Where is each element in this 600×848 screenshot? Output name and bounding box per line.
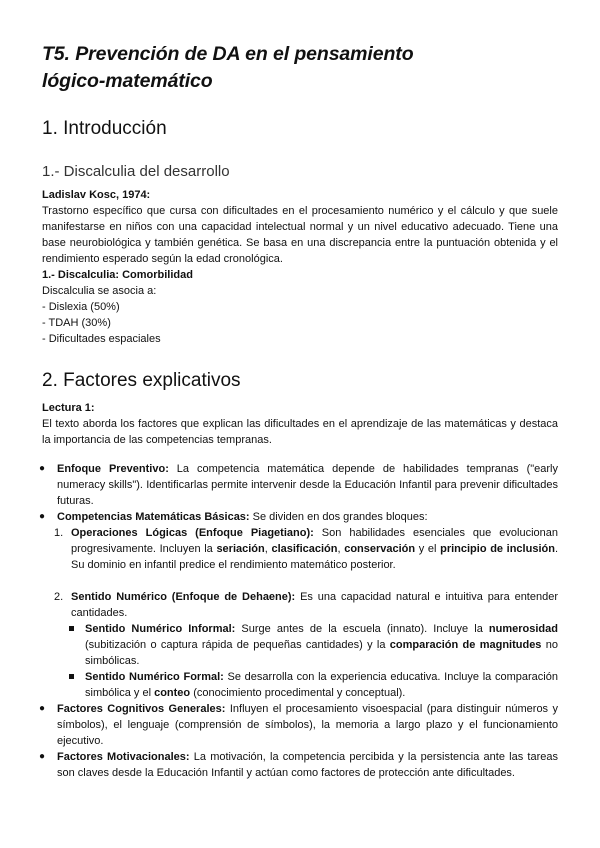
comorbidity-intro: Discalculia se asocia a: — [42, 285, 157, 297]
factor-motivational — [57, 749, 558, 781]
term-seriation: seriación — [216, 543, 265, 555]
separator: , — [337, 543, 345, 555]
term-magnitude-comparison: comparación de magnitudes — [389, 639, 542, 651]
section-1-subheading: 1.- Discalculia del desarrollo — [42, 163, 230, 180]
factor-preventive-text: La competencia matemática depende de habilidades tempranas ("early numeracy skills"). Identificarlas permite intervenir desde la Educación Infantil para prevenir dificultades futuras. — [57, 463, 558, 507]
factor-motivational-label: Factores Motivacionales: — [57, 751, 190, 763]
informal-number-sense-tail: no simbólicas. — [85, 639, 558, 667]
definition-paragraph: Trastorno específico que cursa con dificultades en el procesamiento numérico y el cálculo y que suele manifestarse en niños con una capacidad intelectual normal y un nivel educativo adecuado. Tiene una base neurobiológica y también genética. Se basa en una discrepancia entre la puntuación obtenida y el rendimiento esperado según la edad cronológica. — [42, 205, 558, 265]
formal-number-sense-item — [85, 669, 558, 701]
comorbidity-title: 1.- Discalculia: Comorbilidad — [42, 269, 193, 281]
number-sense-label: Sentido Numérico (Enfoque de Dehaene): — [71, 591, 296, 603]
separator: , — [264, 543, 272, 555]
list-number: 1. — [54, 527, 64, 539]
factor-preventive — [57, 461, 558, 509]
factor-cognitive-text: Influyen el procesamiento visoespacial (para distinguir números y símbolos), el lenguaje (comprensión de símbolos), la memoria a largo plazo y el funcionamiento ejecutivo. — [57, 703, 558, 747]
factor-cognitive-label: Factores Cognitivos Generales: — [57, 703, 226, 715]
bullet-dot-icon: ● — [39, 511, 46, 522]
comorbidity-item-adhd: - TDAH (30%) — [42, 317, 111, 329]
document-title — [42, 41, 558, 95]
factor-basic-competencies — [57, 509, 558, 525]
reading-label: Lectura 1: — [42, 402, 95, 414]
comorbidity-item-spatial: - Dificultades espaciales — [42, 333, 161, 345]
section-1-heading: 1. Introducción — [42, 118, 167, 139]
comorbidity-item-dyslexia: - Dislexia (50%) — [42, 301, 120, 313]
number-sense-text: Es una capacidad natural e intuitiva para entender cantidades. — [71, 591, 558, 619]
factor-preventive-label: Enfoque Preventivo: — [57, 463, 169, 475]
term-inclusion: principio de inclusión — [440, 543, 555, 555]
logical-operations-text: Son habilidades esenciales que evolucionan progresivamente. Incluyen la — [71, 527, 558, 555]
informal-number-sense-text: Surge antes de la escuela (innato). Incluye la — [235, 623, 489, 635]
list-number: 2. — [54, 591, 64, 603]
logical-operations-tail: . Su dominio en infantil predice el rendimiento matemático posterior. — [71, 543, 559, 571]
title-line-1: T5. Prevención de DA en el pensamiento — [42, 43, 414, 65]
bullet-dot-icon: ● — [39, 751, 46, 762]
title-line-2: lógico-matemático — [42, 70, 213, 92]
bullet-dot-icon: ● — [39, 463, 46, 474]
connector: y el — [415, 543, 441, 555]
factor-cognitive — [57, 701, 558, 749]
term-counting: conteo — [154, 687, 191, 699]
formal-number-sense-text: Se desarrolla con la experiencia educativa. Incluye la comparación simbólica y el — [85, 671, 558, 699]
informal-number-sense-mid: (subitización o captura rápida de pequeñas cantidades) y la — [85, 639, 390, 651]
term-conservation: conservación — [344, 543, 416, 555]
factor-motivational-text: La motivación, la competencia percibida y la persistencia ante las tareas son claves desde la Educación Infantil y actúan como factores de protección ante dificultades. — [57, 751, 558, 779]
factor-basic-competencies-label: Competencias Matemáticas Básicas: — [57, 511, 250, 523]
section-2-heading: 2. Factores explicativos — [42, 370, 241, 391]
informal-number-sense-label: Sentido Numérico Informal: — [85, 623, 236, 635]
number-sense-item — [71, 589, 558, 621]
square-bullet-icon — [69, 626, 74, 631]
logical-operations-label: Operaciones Lógicas (Enfoque Piagetiano): — [71, 527, 314, 539]
square-bullet-icon — [69, 674, 74, 679]
factor-basic-competencies-text: Se dividen en dos grandes bloques: — [249, 511, 428, 523]
logical-operations-item — [71, 525, 558, 573]
term-classification: clasificación — [271, 543, 338, 555]
reading-paragraph: El texto aborda los factores que explican las dificultades en el aprendizaje de las matemáticas y destaca la importancia de las competencias tempranas. — [42, 418, 558, 446]
author-line: Ladislav Kosc, 1974: — [42, 189, 151, 201]
term-numerosity: numerosidad — [488, 623, 558, 635]
formal-number-sense-tail: (conocimiento procedimental y conceptual). — [190, 687, 406, 699]
informal-number-sense-item — [85, 621, 558, 669]
bullet-dot-icon: ● — [39, 703, 46, 714]
formal-number-sense-label: Sentido Numérico Formal: — [85, 671, 224, 683]
